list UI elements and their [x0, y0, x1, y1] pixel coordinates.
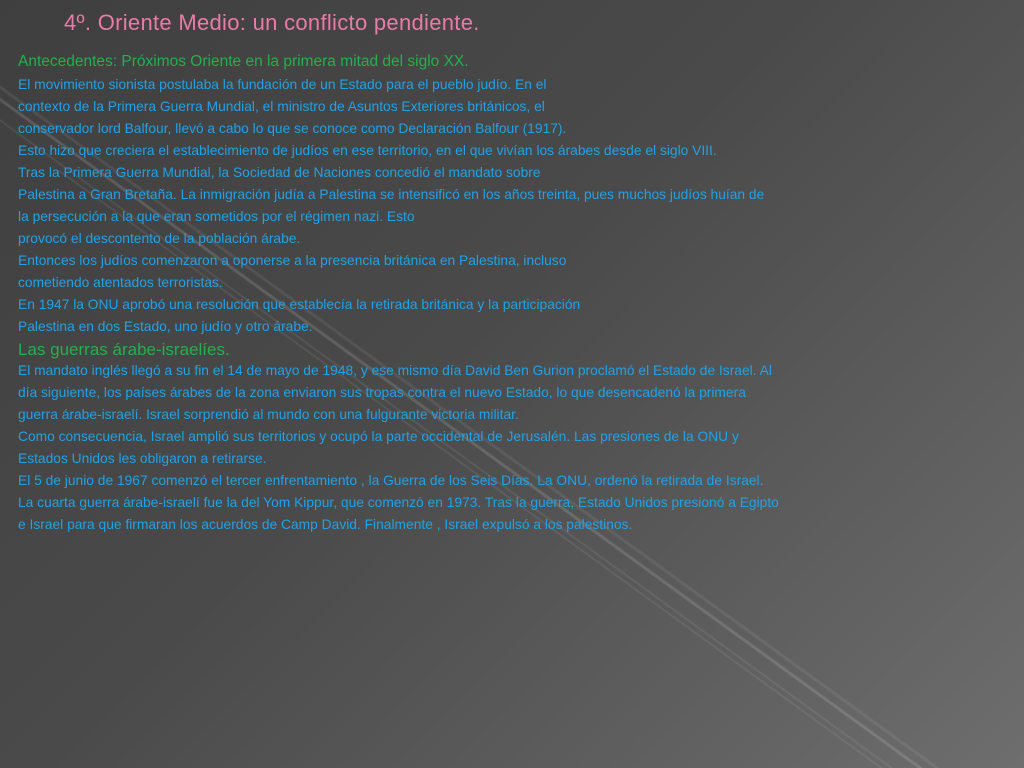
paragraph: guerra árabe-israelí. Israel sorprendió al mundo con una fulgurante victoria militar. — [18, 407, 519, 422]
paragraph: Palestina a Gran Bretaña. La inmigración judía a Palestina se intensificó en los años treinta, pues muchos judíos huían de — [18, 187, 765, 202]
paragraph: La cuarta guerra árabe-israelí fue la del Yom Kippur, que comenzó en 1973. Tras la guerra, Estado Unidos presionó a Egipto — [18, 495, 779, 510]
slide-title: 4º. Oriente Medio: un conflicto pendiente. — [64, 10, 480, 35]
section1-paragraphs — [18, 76, 1016, 335]
paragraph: El mandato inglés llegó a su fin el 14 de mayo de 1948, y ese mismo día David Ben Gurion proclamó el Estado de Israel. Al — [18, 363, 772, 378]
paragraph: En 1947 la ONU aprobó una resolución que establecía la retirada británica y la participación — [18, 297, 581, 312]
paragraph: Esto hizo que creciera el establecimiento de judíos en ese territorio, en el que vivían los árabes desde el siglo VIII. — [18, 143, 717, 158]
paragraph: El 5 de junio de 1967 comenzó el tercer enfrentamiento , la Guerra de los Seis Días. La ONU, ordenó la retirada de Israel. — [18, 473, 764, 488]
section2-paragraphs — [18, 362, 1016, 533]
paragraph: Tras la Primera Guerra Mundial, la Sociedad de Naciones concedió el mandato sobre — [18, 165, 541, 180]
paragraph: El movimiento sionista postulaba la fundación de un Estado para el pueblo judío. En el — [18, 77, 547, 92]
section-heading-guerras: Las guerras árabe-israelíes. — [18, 340, 230, 359]
paragraph: Como consecuencia, Israel amplió sus territorios y ocupó la parte occidental de Jerusalén. Las presiones de la ONU y — [18, 429, 739, 444]
paragraph: Entonces los judíos comenzaron a oponerse a la presencia británica en Palestina, incluso — [18, 253, 567, 268]
paragraph: día siguiente, los países árabes de la zona enviaron sus tropas contra el nuevo Estado, lo que desencadenó la primera — [18, 385, 746, 400]
paragraph: contexto de la Primera Guerra Mundial, el ministro de Asuntos Exteriores británicos, el — [18, 99, 545, 114]
paragraph: conservador lord Balfour, llevó a cabo lo que se conoce como Declaración Balfour (1917). — [18, 121, 567, 136]
slide-content — [18, 52, 1016, 538]
paragraph: la persecución a la que eran sometidos por el régimen nazi. Esto — [18, 209, 415, 224]
paragraph: provocó el descontento de la población árabe. — [18, 231, 301, 246]
section-heading-antecedentes: Antecedentes: Próximos Oriente en la primera mitad del siglo XX. — [18, 53, 469, 70]
paragraph: e Israel para que firmaran los acuerdos de Camp David. Finalmente , Israel expulsó a los palestinos. — [18, 517, 633, 532]
paragraph: Estados Unidos les obligaron a retirarse. — [18, 451, 267, 466]
paragraph: Palestina en dos Estado, uno judío y otro árabe. — [18, 319, 313, 334]
paragraph: cometiendo atentados terroristas. — [18, 275, 223, 290]
